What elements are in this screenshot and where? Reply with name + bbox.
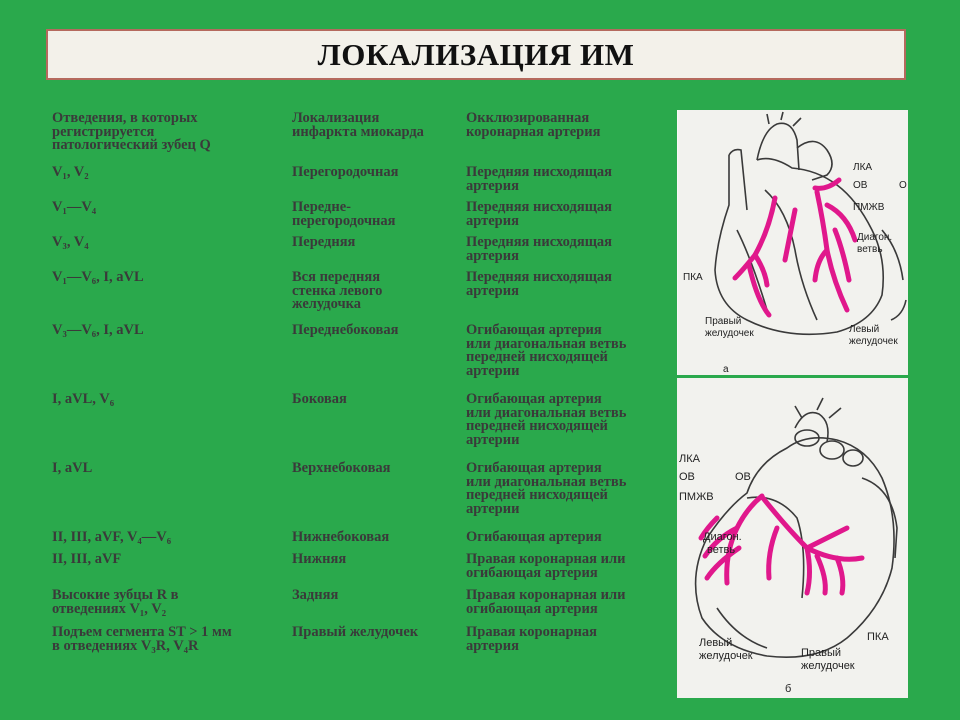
cell-artery: Огибающая артерия или диагональная ветвь передней нисходящей артерии — [466, 322, 627, 380]
label-lka: ЛКА — [679, 453, 700, 465]
cell-localization: Передне- перегородочная — [292, 199, 396, 229]
cell-localization: Перегородочная — [292, 164, 399, 180]
cell-localization: Нижняя — [292, 551, 347, 567]
label-ov: ОВ — [735, 471, 751, 483]
header-localization: Локализация инфаркта миокарда — [292, 110, 424, 140]
cell-localization: Нижнебоковая — [292, 529, 390, 545]
cell-localization: Вся передняя стенка левого желудочка — [292, 269, 383, 313]
cell-localization: Задняя — [292, 587, 339, 603]
cell-leads: Подъем сегмента ST > 1 мм в отведениях V₃R, V₄R — [52, 624, 232, 654]
cell-leads: I, aVL — [52, 460, 93, 476]
cell-localization: Верхнебоковая — [292, 460, 391, 476]
label-diagon-1: Диагон. — [857, 232, 893, 243]
label-rv-2: желудочек — [705, 328, 754, 339]
heart-diagram-anterior — [677, 110, 908, 375]
page-title: ЛОКАЛИЗАЦИЯ ИМ — [317, 36, 635, 72]
cell-artery: Передняя нисходящая артерия — [466, 164, 613, 194]
cell-artery: Передняя нисходящая артерия — [466, 269, 613, 299]
label-o: О — [899, 180, 907, 191]
cell-leads: V₁, V₂ — [52, 164, 89, 180]
cell-artery: Огибающая артерия — [466, 529, 602, 545]
cell-leads: V₃—V₆, I, aVL — [52, 322, 144, 338]
label-diagon-1: Диагон. — [703, 531, 742, 543]
cell-artery: Правая коронарная артерия — [466, 624, 597, 654]
cell-artery: Передняя нисходящая артерия — [466, 234, 613, 264]
heart-diagram-posterior — [677, 378, 908, 698]
cell-leads: V₁—V₆, I, aVL — [52, 269, 144, 285]
cell-artery: Огибающая артерия или диагональная ветвь передней нисходящей артерии — [466, 460, 627, 518]
header-artery: Окклюзированная коронарная артерия — [466, 110, 601, 140]
label-ov-left: ОВ — [679, 471, 695, 483]
header-leads: Отведения, в которых регистрируется патологический зубец Q — [52, 110, 211, 154]
label-lv-1: Левый — [849, 324, 880, 335]
label-diagon-2: ветвь — [707, 544, 736, 556]
cell-localization: Боковая — [292, 391, 347, 407]
caption-a: а — [723, 364, 729, 375]
label-pmzhv: ПМЖВ — [679, 491, 714, 503]
cell-localization: Правый желудочек — [292, 624, 419, 640]
label-lv-2: желудочек — [849, 336, 898, 347]
cell-leads: I, aVL, V₆ — [52, 391, 115, 407]
label-pmzhv: ПМЖВ — [853, 202, 885, 213]
cell-localization: Переднебоковая — [292, 322, 399, 338]
label-rv-1: Правый — [801, 647, 842, 659]
heart-anterior-svg — [677, 110, 908, 375]
cell-artery: Огибающая артерия или диагональная ветвь передней нисходящей артерии — [466, 391, 627, 449]
cell-localization: Передняя — [292, 234, 356, 250]
label-pka: ПКА — [867, 631, 889, 643]
heart-posterior-svg — [677, 378, 908, 698]
cell-leads: V₃, V₄ — [52, 234, 89, 250]
cell-leads: V₁—V₄ — [52, 199, 97, 215]
figure-a-labels — [683, 162, 907, 375]
cell-artery: Правая коронарная или огибающая артерия — [466, 587, 626, 617]
cell-artery: Передняя нисходящая артерия — [466, 199, 613, 229]
cell-leads: Высокие зубцы R в отведениях V₁, V₂ — [52, 587, 179, 617]
cell-leads: II, III, aVF, V₄—V₆ — [52, 529, 172, 545]
label-lv-2: желудочек — [699, 650, 753, 662]
heart-outline — [696, 398, 897, 657]
label-rv-1: Правый — [705, 316, 742, 327]
title-box — [46, 29, 906, 80]
label-lv-1: Левый — [699, 637, 733, 649]
label-pka: ПКА — [683, 272, 703, 283]
heart-outline — [715, 112, 906, 334]
label-ov: ОВ — [853, 180, 868, 191]
label-rv-2: желудочек — [801, 660, 855, 672]
cell-artery: Правая коронарная или огибающая артерия — [466, 551, 626, 581]
label-diagon-2: ветвь — [857, 244, 883, 255]
caption-b: б — [785, 683, 792, 695]
label-lka: ЛКА — [853, 162, 873, 173]
cell-leads: II, III, aVF — [52, 551, 122, 567]
